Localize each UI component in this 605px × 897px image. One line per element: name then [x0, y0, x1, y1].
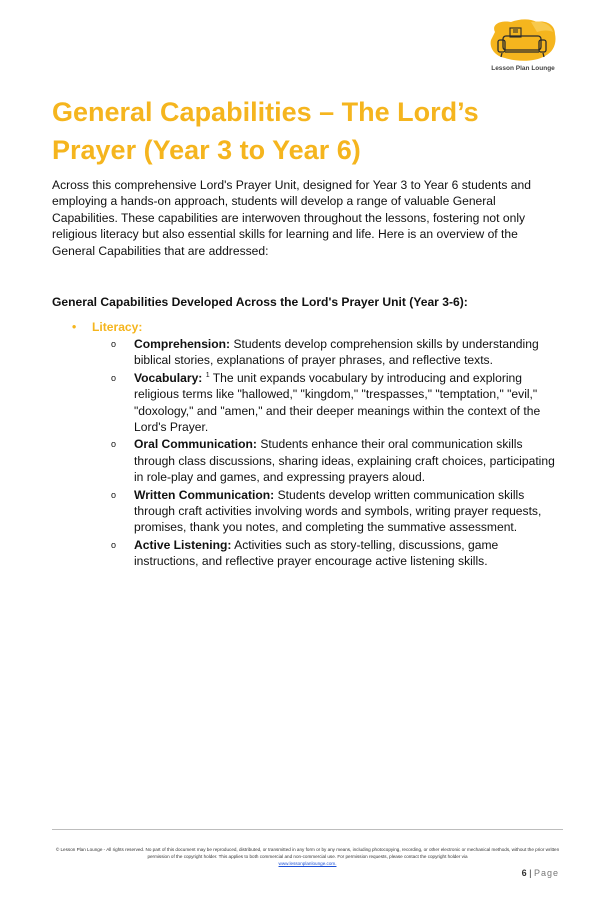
item-text: Students develop written communication skills through craft activities involving words and symbols, writing prayer requests, promises, thank you notes, and completing the summative assessment.: [134, 487, 542, 535]
page-label: Page: [533, 868, 559, 878]
footer-copyright: [52, 846, 563, 867]
literacy-label: Literacy:: [92, 320, 143, 334]
logo-text: Lesson Plan Lounge: [491, 65, 555, 72]
circle-bullet-icon: o: [111, 489, 117, 500]
section-heading: General Capabilities Developed Across the Lord's Prayer Unit (Year 3-6):: [52, 295, 468, 309]
item-text: Students enhance their oral communication skills through class discussions, sharing ideas, explaining craft choices, participating in role-play and games, and expressing prayers aloud.: [134, 437, 555, 485]
bullet-icon: •: [72, 320, 77, 334]
copyright-text: © Lesson Plan Lounge - All rights reserved. No part of this document may be reproduced, distributed, or transmitted in any form or by any means, including photocopying, recording, or other electronic or mechanical methods, without the prior written permission of the copyright holder. This applies to both commercial and non-commercial use. For permission requests, please contact the copyright holder via: [55, 847, 560, 859]
circle-bullet-icon: o: [111, 372, 117, 383]
item-term: Comprehension:: [134, 337, 231, 351]
literacy-sublist: [110, 336, 555, 571]
sublist-item-oral-communication: [110, 436, 555, 485]
page-title: General Capabilities – The Lord’s Prayer (Year 3 to Year 6): [52, 97, 479, 165]
brand-logo: [487, 18, 559, 76]
item-term: Oral Communication:: [134, 437, 257, 452]
item-term: Written Communication:: [134, 487, 275, 502]
intro-paragraph: Across this comprehensive Lord's Prayer Unit, designed for Year 3 to Year 6 students and employing a hands-on approach, students will develop a range of valuable General Capabilities. These capabilities are interwoven throughout the lessons, fostering not only religious literacy but also essential skills for learning and life. Here is an overview of the General Capabilities that are addressed:: [52, 178, 531, 258]
sublist-item-written-communication: [110, 487, 555, 536]
circle-bullet-icon: o: [111, 539, 117, 550]
sublist-item-comprehension: [110, 336, 555, 369]
item-text: Activities such as story-telling, discussions, game instructions, and reflective prayer encourage active listening skills.: [134, 537, 499, 569]
sublist-item-vocabulary: [110, 370, 555, 436]
sofa-logo-icon: [487, 18, 559, 66]
circle-bullet-icon: o: [111, 439, 117, 450]
item-term: Active Listening:: [134, 537, 232, 552]
footer-divider: [52, 829, 563, 830]
item-text: Students develop comprehension skills by understanding biblical stories, explanations of prayer phrases, and reflective texts.: [134, 337, 539, 368]
website-link[interactable]: www.lessonplanlounge.com.: [278, 861, 337, 866]
item-term: Vocabulary:: [134, 370, 203, 385]
footnote-marker[interactable]: 1: [205, 371, 210, 379]
page-number: [522, 868, 559, 878]
page-separator: |: [529, 868, 532, 878]
page-number-value: 6: [521, 868, 527, 878]
item-text: The unit expands vocabulary by introducing and exploring religious terms like "hallowed," "kingdom," "trespasses," "temptation," "evil," "doxology," and "amen," and their deeper meanings within the context of the Lord's Prayer.: [134, 370, 541, 435]
sublist-item-active-listening: [110, 537, 555, 570]
circle-bullet-icon: o: [111, 339, 117, 349]
